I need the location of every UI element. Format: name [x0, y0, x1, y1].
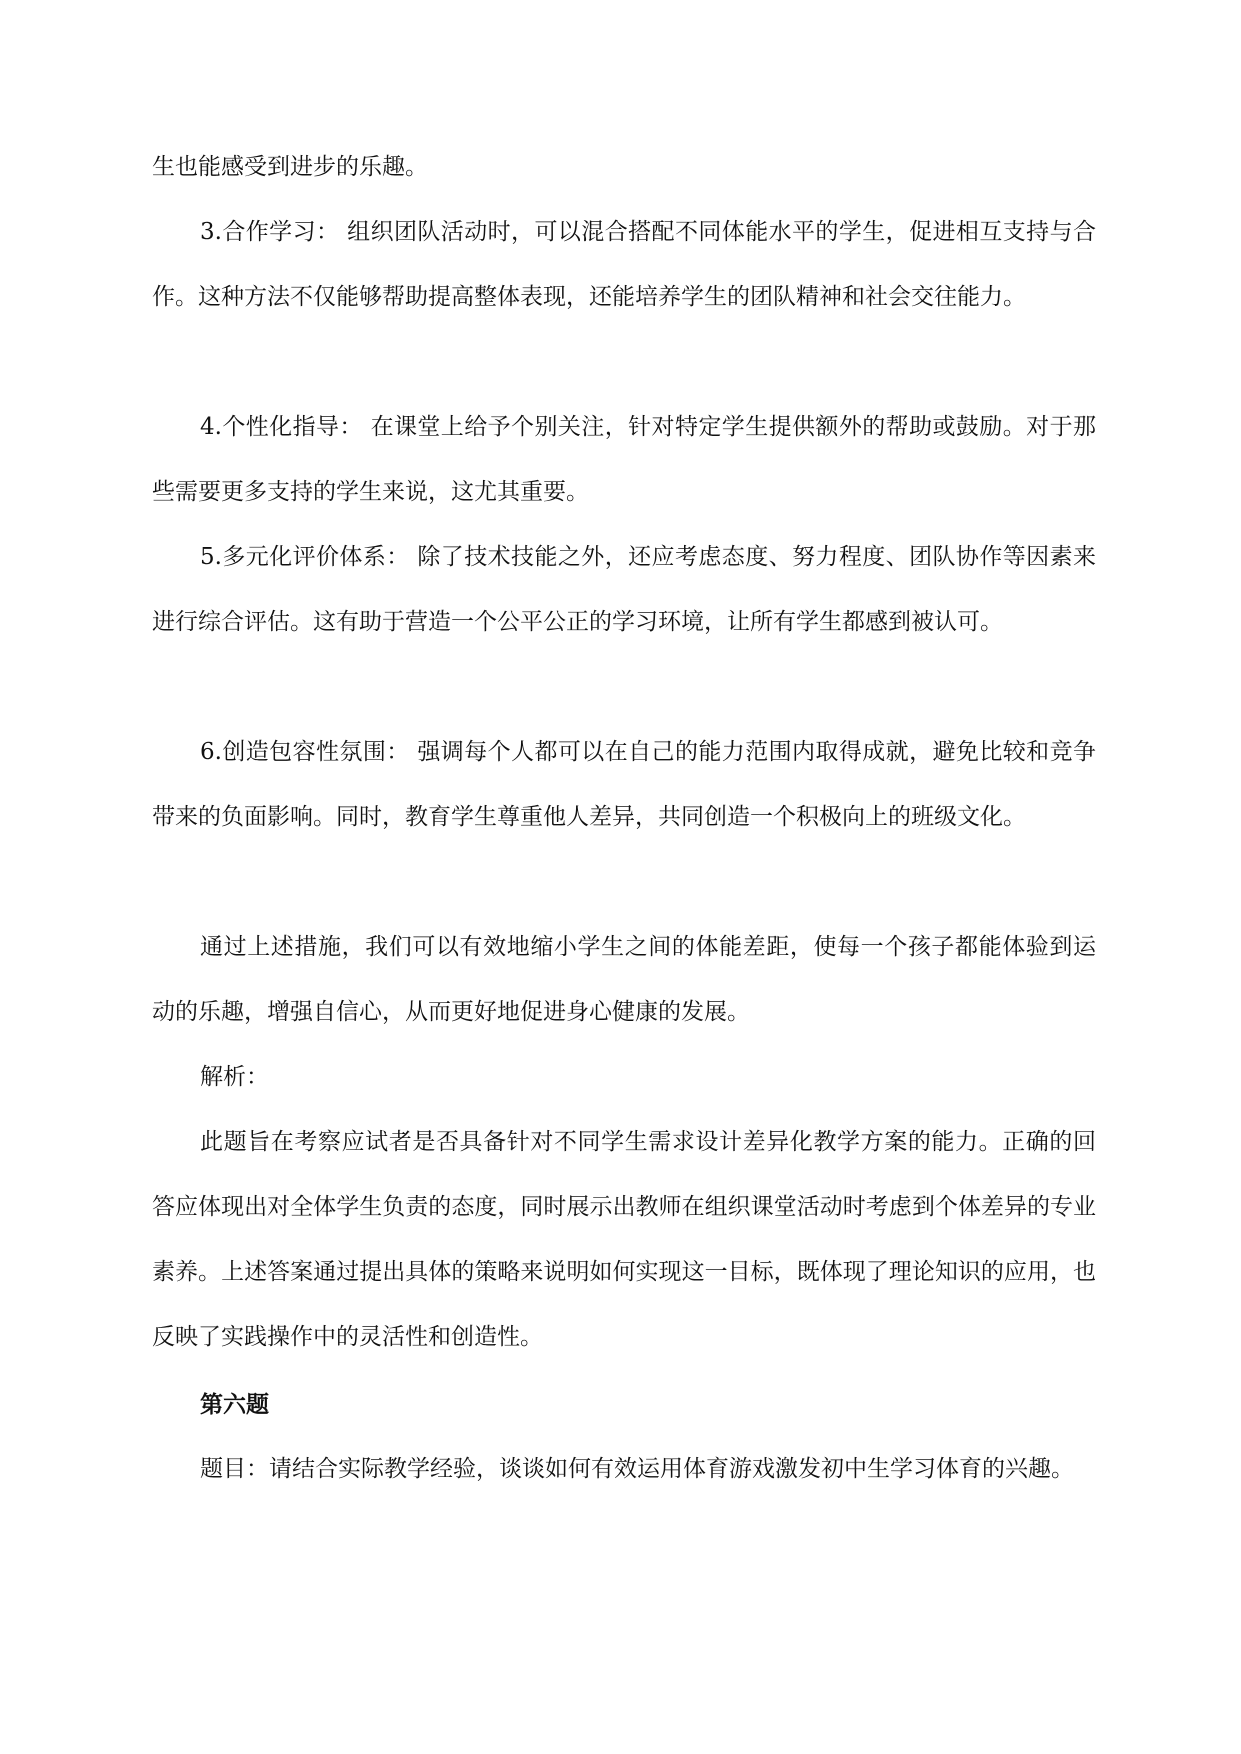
section-heading: 第六题 — [200, 1391, 269, 1418]
paragraph-continuation: 生也能感受到进步的乐趣。 — [152, 154, 428, 180]
paragraph-personalized-guidance: 4.个性化指导： 在课堂上给予个别关注，针对特定学生提供额外的帮助或鼓励。对于那些需要更多支持的学生来说，这尤其重要。 — [152, 414, 1096, 505]
paragraph-conclusion: 通过上述措施，我们可以有效地缩小学生之间的体能差距，使每一个孩子都能体验到运动的乐趣，增强自信心，从而更好地促进身心健康的发展。 — [152, 934, 1096, 1025]
paragraph-diverse-evaluation: 5.多元化评价体系： 除了技术技能之外，还应考虑态度、努力程度、团队协作等因素来进行综合评估。这有助于营造一个公平公正的学习环境，让所有学生都感到被认可。 — [152, 544, 1096, 635]
paragraph-cooperative-learning: 3.合作学习： 组织团队活动时，可以混合搭配不同体能水平的学生，促进相互支持与合作。这种方法不仅能够帮助提高整体表现，还能培养学生的团队精神和社会交往能力。 — [152, 219, 1096, 310]
analysis-label: 解析： — [200, 1064, 269, 1090]
paragraph-analysis: 此题旨在考察应试者是否具备针对不同学生需求设计差异化教学方案的能力。正确的回答应体现出对全体学生负责的态度，同时展示出教师在组织课堂活动时考虑到个体差异的专业素养。上述答案通过提出具体的策略来说明如何实现这一目标，既体现了理论知识的应用，也反映了实践操作中的灵活性和创造性。 — [152, 1129, 1096, 1350]
question-paragraph: 题目：请结合实际教学经验，谈谈如何有效运用体育游戏激发初中生学习体育的兴趣。 — [200, 1456, 1074, 1482]
paragraph-inclusive-atmosphere: 6.创造包容性氛围： 强调每个人都可以在自己的能力范围内取得成就，避免比较和竞争带来的负面影响。同时，教育学生尊重他人差异，共同创造一个积极向上的班级文化。 — [152, 739, 1096, 830]
